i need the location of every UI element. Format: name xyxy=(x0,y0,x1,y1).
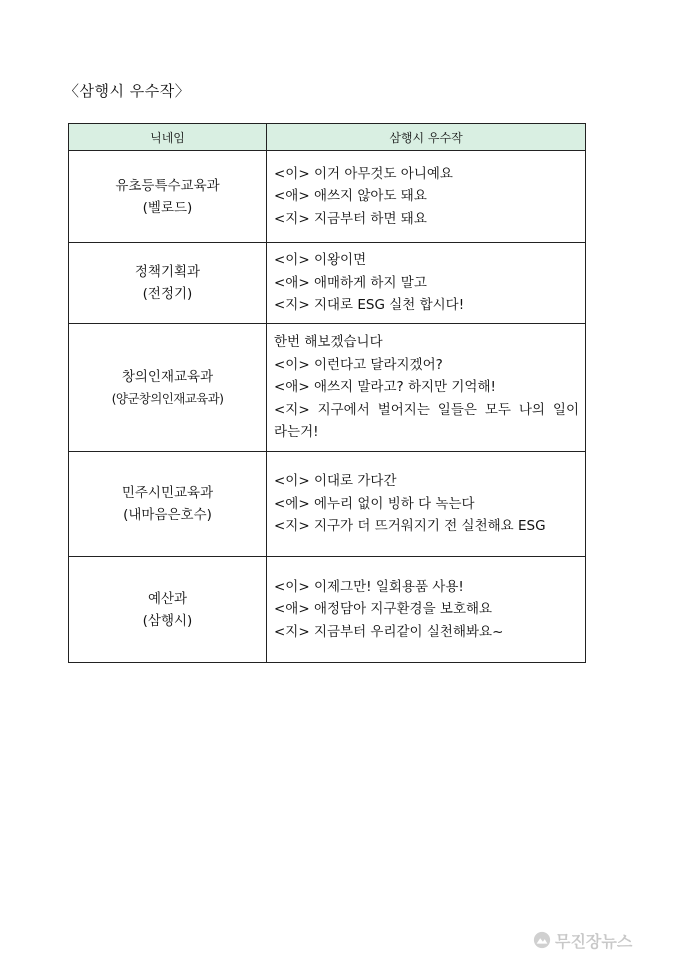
poem-line: 라는거! xyxy=(274,424,319,441)
poem-line: <에> 에누리 없이 빙하 다 녹는다 xyxy=(274,495,475,512)
nickname: (삼행시) xyxy=(142,612,193,629)
poem-line: <애> 애매하게 하지 말고 xyxy=(274,274,427,291)
table-row xyxy=(69,557,586,663)
page-heading: 〈삼행시 우수작〉 xyxy=(64,82,191,100)
poem-cell xyxy=(267,151,586,243)
nickname: (양군창의인재교육과) xyxy=(111,390,224,406)
nickname-cell xyxy=(69,557,267,663)
watermark-logo-icon xyxy=(533,931,551,949)
department-name: 예산과 xyxy=(147,590,188,607)
poem-line: <지> 지금부터 하면 돼요 xyxy=(274,210,427,227)
poem-line: 한번 해보겠습니다 xyxy=(274,334,383,351)
poem-cell xyxy=(267,324,586,452)
nickname-cell xyxy=(69,324,267,452)
table-header-row xyxy=(69,124,586,151)
poem-line: <이> 이런다고 달라지겠어? xyxy=(274,356,443,373)
nickname: (내마음은호수) xyxy=(123,507,212,523)
watermark-text: 무진장뉴스 xyxy=(555,931,633,951)
nickname-cell xyxy=(69,243,267,324)
nickname: (전정기) xyxy=(142,286,193,302)
nickname-cell xyxy=(69,151,267,243)
table-row xyxy=(69,452,586,557)
department-name: 유초등특수교육과 xyxy=(115,177,220,194)
poem-header: 삼행시 우수작 xyxy=(267,124,586,151)
department-name: 창의인재교육과 xyxy=(121,368,214,385)
poem-line: <지> 지금부터 우리같이 실천해봐요~ xyxy=(274,623,504,640)
watermark xyxy=(533,925,673,955)
nickname-cell xyxy=(69,452,267,557)
poem-line: <지> 지구에서 벌어지는 일들은 모두 나의 일이 xyxy=(274,401,579,418)
nickname: (벨로드) xyxy=(142,199,193,216)
poem-line: <이> 이대로 가다간 xyxy=(274,473,397,490)
table-row xyxy=(69,151,586,243)
poem-line: <이> 이왕이면 xyxy=(274,252,367,269)
poem-cell xyxy=(267,452,586,557)
table-row xyxy=(69,243,586,324)
poem-line: <지> 지구가 더 뜨거워지기 전 실천해요 ESG xyxy=(274,518,546,535)
poem-cell xyxy=(267,557,586,663)
poem-line: <애> 애쓰지 말라고? 하지만 기억해! xyxy=(274,379,496,396)
table-row xyxy=(69,324,586,452)
poem-cell xyxy=(267,243,586,324)
poem-table xyxy=(68,123,586,663)
poem-line: <이> 이제그만! 일회용품 사용! xyxy=(274,578,464,595)
department-name: 민주시민교육과 xyxy=(121,485,214,501)
poem-line: <지> 지대로 ESG 실천 합시다! xyxy=(274,297,465,314)
poem-line: <이> 이거 아무것도 아니예요 xyxy=(274,165,453,182)
poem-line: <애> 애쓰지 않아도 돼요 xyxy=(274,188,427,205)
nickname-header: 닉네임 xyxy=(69,124,267,151)
poem-line: <애> 애정담아 지구환경을 보호해요 xyxy=(274,601,493,618)
department-name: 정책기획과 xyxy=(134,264,201,280)
